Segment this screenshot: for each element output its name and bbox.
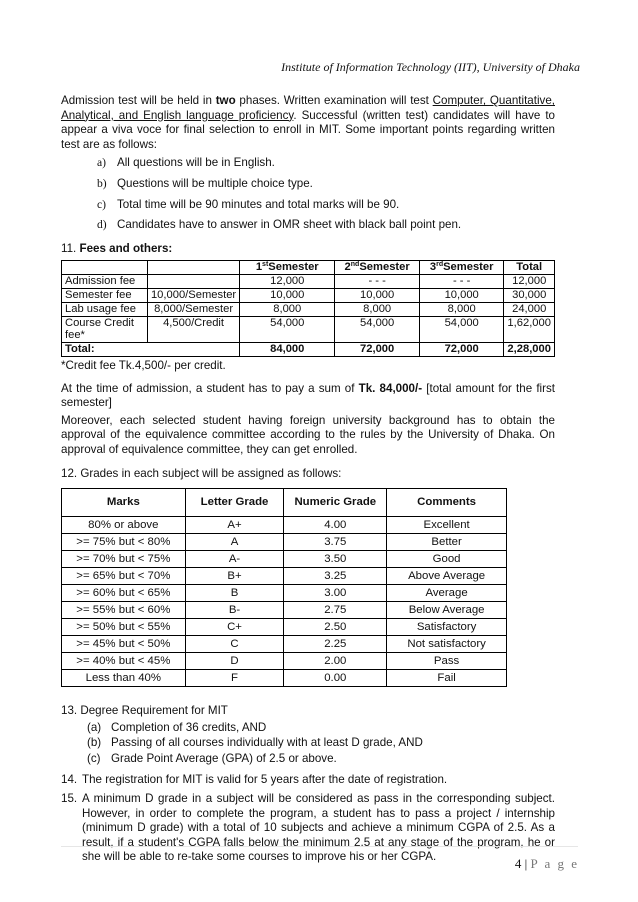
grade-marks: >= 60% but < 65% [62, 585, 186, 602]
grade-comment: Above Average [387, 568, 507, 585]
grade-numeric: 2.00 [284, 653, 387, 670]
grade-letter: A- [185, 551, 284, 568]
grade-letter: B [185, 585, 284, 602]
fee-semester-2: 8,000 [335, 302, 420, 316]
grade-comment: Better [387, 534, 507, 551]
grade-letter: C+ [185, 619, 284, 636]
semester-word: Semester [359, 261, 410, 274]
grade-row [62, 670, 507, 687]
fee-semester-3: 8,000 [419, 302, 503, 316]
grades-table [61, 488, 507, 687]
semester-number: 2 [344, 261, 351, 274]
page-content [61, 94, 555, 865]
fees-total-label: Total: [62, 343, 240, 357]
fee-semester-2: - - - [335, 275, 420, 289]
grade-marks: >= 65% but < 70% [62, 568, 186, 585]
fee-semester-1: 54,000 [240, 316, 335, 343]
fees-total-semester-2: 72,000 [335, 343, 420, 357]
grade-marks: >= 55% but < 60% [62, 602, 186, 619]
grade-marks: >= 45% but < 50% [62, 636, 186, 653]
rule-item [97, 198, 555, 213]
degree-requirements [87, 721, 555, 767]
fees-grand-total: 2,28,000 [504, 343, 555, 357]
degree-marker: (c) [87, 751, 101, 765]
fee-rate: 8,000/Semester [147, 302, 239, 316]
rule-marker: d) [97, 218, 107, 232]
grades-col-letter: Letter Grade [185, 489, 284, 517]
grades-heading: 12. Grades in each subject will be assigned as follows: [61, 467, 342, 481]
semester-word: Semester [268, 261, 319, 274]
payment-amount: Tk. 84,000/- [358, 381, 423, 395]
semester-suffix: rd [436, 261, 444, 269]
grade-row [62, 619, 507, 636]
semester-number: 1 [255, 261, 263, 274]
grade-numeric: 2.75 [284, 602, 387, 619]
grade-comment: Fail [387, 670, 507, 687]
rule-item [97, 156, 555, 171]
grade-row [62, 602, 507, 619]
degree-marker: (a) [87, 720, 102, 734]
fees-row [62, 288, 555, 302]
page-number: 4 [514, 856, 522, 871]
grade-row [62, 551, 507, 568]
page-header: Institute of Information Technology (IIT), University of Dhaka [281, 60, 580, 74]
grade-marks: >= 50% but < 55% [62, 619, 186, 636]
fee-semester-3: 54,000 [419, 316, 503, 343]
grade-comment: Average [387, 585, 507, 602]
fee-semester-1: 8,000 [240, 302, 335, 316]
grade-letter: A+ [185, 517, 284, 534]
credit-fee-note: *Credit fee Tk.4,500/- per credit. [61, 358, 226, 372]
payment-text-1: At the time of admission, a student has to pay a sum of [61, 381, 359, 395]
foreign-background-paragraph: Moreover, each selected student having foreign university background has to obtain the approval of the equivalence committee according to the rules by the University of Dhaka. On approval of equivalence committee, they can get enrolled. [61, 413, 555, 456]
fee-total: 30,000 [504, 288, 555, 302]
grades-col-marks: Marks [62, 489, 186, 517]
fee-label: Course Credit fee* [62, 316, 148, 343]
fee-label: Admission fee [62, 275, 148, 289]
grades-col-comments: Comments [387, 489, 507, 517]
grade-marks: >= 70% but < 75% [62, 551, 186, 568]
rule-marker: a) [97, 156, 107, 170]
semester-word: Semester [443, 261, 494, 274]
fee-semester-3: - - - [419, 275, 503, 289]
grade-numeric: 3.00 [284, 585, 387, 602]
grade-comment: Excellent [387, 517, 507, 534]
fees-row [62, 316, 555, 343]
fees-total-semester-1: 84,000 [240, 343, 335, 357]
fee-rate: 4,500/Credit [147, 316, 239, 343]
grade-letter: D [185, 653, 284, 670]
intro-underlined: Computer, Quantitative, Analytical, and English language proficiency [61, 94, 555, 122]
intro-text-2: phases. Written examination will test [235, 94, 433, 107]
fee-total: 24,000 [504, 302, 555, 316]
rule-item [97, 218, 555, 233]
footer-divider [61, 846, 578, 847]
fees-total-row [62, 343, 555, 357]
fee-semester-2: 10,000 [335, 288, 420, 302]
fees-col-semester-1 [240, 261, 335, 275]
rule-item [97, 177, 555, 192]
grade-comment: Below Average [387, 602, 507, 619]
grade-letter: B+ [185, 568, 284, 585]
degree-item [87, 721, 555, 736]
fees-heading-number: 11. [61, 241, 80, 255]
fee-label: Semester fee [62, 288, 148, 302]
grade-letter: A [185, 534, 284, 551]
semester-suffix: st [262, 261, 269, 269]
grade-numeric: 3.75 [284, 534, 387, 551]
intro-paragraph [61, 94, 555, 152]
item-text: The registration for MIT is valid for 5 years after the date of registration. [82, 773, 448, 787]
degree-heading: 13. Degree Requirement for MIT [61, 704, 228, 718]
fees-col-rate [147, 261, 239, 275]
grade-row [62, 585, 507, 602]
grade-comment: Not satisfactory [387, 636, 507, 653]
item-text: A minimum D grade in a subject will be considered as pass in the corresponding subject. However, in order to complete the program, a student has to pass a project / internship (minimum D grade) with a total of 10 subjects and achieve a minimum CGPA of 2.5. As a result, if a student's CGPA falls below the minimum 2.5 at any stage of the program, he or she will be able to re-take some courses to improve his or her CGPA. [82, 792, 555, 864]
grade-row [62, 568, 507, 585]
grade-letter: C [185, 636, 284, 653]
degree-marker: (b) [87, 736, 102, 750]
grade-marks: Less than 40% [62, 670, 186, 687]
grade-row [62, 636, 507, 653]
fees-header-row [62, 261, 555, 275]
fees-total-semester-3: 72,000 [419, 343, 503, 357]
item-number: 15. [61, 792, 78, 806]
grade-letter: F [185, 670, 284, 687]
fees-col-semester-3 [419, 261, 503, 275]
grade-marks: >= 40% but < 45% [62, 653, 186, 670]
rule-text: Candidates have to answer in OMR sheet with black ball point pen. [117, 218, 462, 232]
admission-payment-paragraph [61, 382, 555, 411]
degree-text: Passing of all courses individually with at least D grade, AND [111, 736, 423, 750]
fee-semester-1: 10,000 [240, 288, 335, 302]
grade-row [62, 517, 507, 534]
grade-letter: B- [185, 602, 284, 619]
rule-text: Questions will be multiple choice type. [117, 176, 313, 190]
fee-rate [147, 275, 239, 289]
grade-comment: Good [387, 551, 507, 568]
intro-bold: two [215, 94, 236, 107]
grade-comment: Pass [387, 653, 507, 670]
registration-validity-item [61, 773, 555, 788]
degree-text: Completion of 36 credits, AND [111, 720, 267, 734]
page-footer [515, 856, 579, 872]
written-test-rules [97, 156, 555, 232]
fees-heading [61, 242, 555, 257]
fee-rate: 10,000/Semester [147, 288, 239, 302]
semester-suffix: nd [350, 261, 360, 269]
fee-total: 12,000 [504, 275, 555, 289]
grade-numeric: 2.25 [284, 636, 387, 653]
fees-table [61, 260, 555, 357]
rule-marker: c) [97, 197, 107, 211]
grade-row [62, 653, 507, 670]
degree-text: Grade Point Average (GPA) of 2.5 or above. [111, 751, 337, 765]
fee-total: 1,62,000 [504, 316, 555, 343]
fees-col-label [62, 261, 148, 275]
intro-text-1: Admission test will be held in [61, 94, 216, 107]
grade-numeric: 2.50 [284, 619, 387, 636]
rule-text: Total time will be 90 minutes and total marks will be 90. [117, 197, 400, 211]
intro-text-3: . Successful (written test) candidates will have to appear a viva voce for final selection to enroll in MIT. Some important points regarding written test are as follows: [61, 108, 556, 151]
page-separator: | [521, 856, 531, 871]
fees-row [62, 275, 555, 289]
grades-header-row [62, 489, 507, 517]
grade-numeric: 3.50 [284, 551, 387, 568]
fees-heading-text: Fees and others: [79, 241, 173, 255]
fees-row [62, 302, 555, 316]
grade-marks: >= 75% but < 80% [62, 534, 186, 551]
grade-numeric: 4.00 [284, 517, 387, 534]
fees-col-semester-2 [335, 261, 420, 275]
grade-comment: Satisfactory [387, 619, 507, 636]
semester-number: 3 [429, 261, 437, 274]
fee-label: Lab usage fee [62, 302, 148, 316]
fees-col-total: Total [504, 261, 555, 275]
grade-numeric: 3.25 [284, 568, 387, 585]
fee-semester-1: 12,000 [240, 275, 335, 289]
pass-grade-item [61, 792, 555, 865]
rule-marker: b) [97, 176, 107, 190]
grades-col-numeric: Numeric Grade [284, 489, 387, 517]
degree-item [87, 752, 555, 767]
degree-item [87, 736, 555, 751]
page-label: P a g e [530, 856, 579, 871]
payment-text-2: [total amount for the first semester] [61, 381, 555, 410]
grade-marks: 80% or above [62, 517, 186, 534]
fee-semester-3: 10,000 [419, 288, 503, 302]
grade-row [62, 534, 507, 551]
fee-semester-2: 54,000 [335, 316, 420, 343]
item-number: 14. [61, 773, 78, 787]
grade-numeric: 0.00 [284, 670, 387, 687]
rule-text: All questions will be in English. [117, 156, 275, 170]
